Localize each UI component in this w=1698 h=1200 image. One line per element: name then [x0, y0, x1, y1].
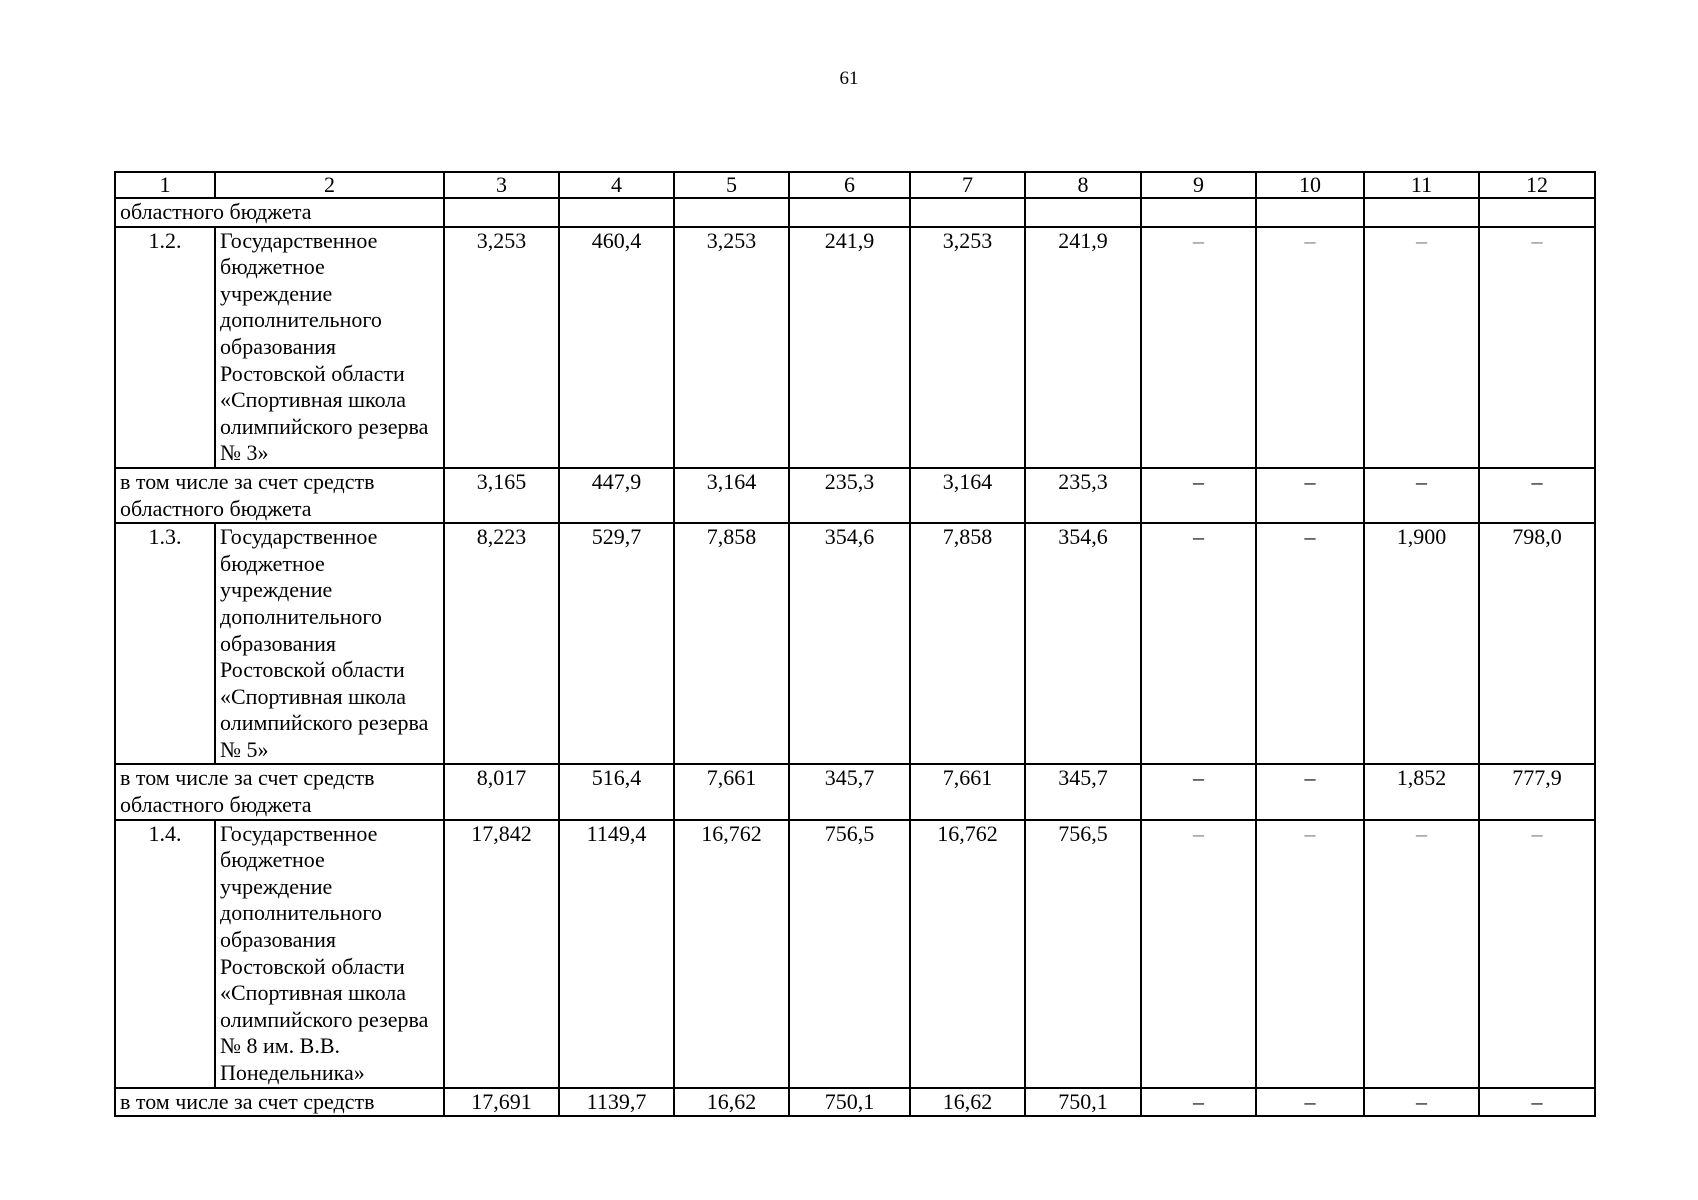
empty-cell	[1025, 198, 1141, 227]
value-cell: –	[1256, 227, 1364, 468]
value-cell: 447,9	[559, 468, 674, 523]
value-cell: –	[1364, 227, 1479, 468]
value-cell: 16,762	[674, 820, 789, 1088]
empty-cell	[789, 198, 910, 227]
value-cell: 7,661	[674, 764, 789, 819]
row-index: 1.2.	[115, 227, 215, 468]
empty-cell	[444, 198, 559, 227]
column-number: 10	[1256, 172, 1364, 198]
value-cell: 3,253	[444, 227, 559, 468]
institution-name: Государственное бюджетное учреждение дополнительного образования Ростовской области «Спортивная школа олимпийского резерва № 8 им. В.В. Понедельника»	[215, 820, 444, 1088]
continuation-row	[115, 198, 1595, 227]
value-cell: 756,5	[789, 820, 910, 1088]
column-number: 1	[115, 172, 215, 198]
value-cell: 3,164	[674, 468, 789, 523]
column-number: 9	[1141, 172, 1256, 198]
value-cell: –	[1256, 1088, 1364, 1117]
value-cell: 460,4	[559, 227, 674, 468]
value-cell: –	[1479, 820, 1595, 1088]
page-number: 61	[839, 68, 859, 89]
value-cell: 17,691	[444, 1088, 559, 1117]
value-cell: 235,3	[789, 468, 910, 523]
value-cell: 750,1	[1025, 1088, 1141, 1117]
empty-cell	[1364, 198, 1479, 227]
value-cell: –	[1141, 764, 1256, 819]
continuation-label: областного бюджета	[115, 198, 444, 227]
value-cell: 1,900	[1364, 523, 1479, 764]
value-cell: 235,3	[1025, 468, 1141, 523]
column-number: 6	[789, 172, 910, 198]
value-cell: 345,7	[1025, 764, 1141, 819]
subtotal-row	[115, 468, 1595, 523]
value-cell: –	[1141, 468, 1256, 523]
institution-name: Государственное бюджетное учреждение дополнительного образования Ростовской области «Спортивная школа олимпийского резерва № 3»	[215, 227, 444, 468]
column-number: 11	[1364, 172, 1479, 198]
row-index: 1.3.	[115, 523, 215, 764]
value-cell: 16,62	[674, 1088, 789, 1117]
value-cell: 3,253	[910, 227, 1025, 468]
empty-cell	[1479, 198, 1595, 227]
subtotal-label: в том числе за счет средств областного бюджета	[115, 468, 444, 523]
column-number: 12	[1479, 172, 1595, 198]
budget-table	[114, 171, 1596, 1117]
value-cell: –	[1256, 820, 1364, 1088]
value-cell: –	[1364, 1088, 1479, 1117]
empty-cell	[1256, 198, 1364, 227]
value-cell: 7,858	[910, 523, 1025, 764]
empty-cell	[910, 198, 1025, 227]
row-index: 1.4.	[115, 820, 215, 1088]
value-cell: 3,164	[910, 468, 1025, 523]
value-cell: 7,661	[910, 764, 1025, 819]
value-cell: 8,017	[444, 764, 559, 819]
value-cell: 750,1	[789, 1088, 910, 1117]
value-cell: 17,842	[444, 820, 559, 1088]
value-cell: 16,62	[910, 1088, 1025, 1117]
table-row	[115, 523, 1595, 764]
value-cell: 241,9	[789, 227, 910, 468]
column-number: 7	[910, 172, 1025, 198]
subtotal-row	[115, 1088, 1595, 1117]
table-row	[115, 820, 1595, 1088]
value-cell: 756,5	[1025, 820, 1141, 1088]
value-cell: 3,165	[444, 468, 559, 523]
value-cell: 354,6	[789, 523, 910, 764]
value-cell: –	[1479, 468, 1595, 523]
value-cell: 1,852	[1364, 764, 1479, 819]
value-cell: 16,762	[910, 820, 1025, 1088]
institution-name: Государственное бюджетное учреждение дополнительного образования Ростовской области «Спортивная школа олимпийского резерва № 5»	[215, 523, 444, 764]
value-cell: 1149,4	[559, 820, 674, 1088]
value-cell: –	[1141, 227, 1256, 468]
subtotal-label: в том числе за счет средств	[115, 1088, 444, 1117]
value-cell: 345,7	[789, 764, 910, 819]
value-cell: –	[1364, 468, 1479, 523]
value-cell: –	[1256, 523, 1364, 764]
column-number-row	[115, 172, 1595, 198]
value-cell: 8,223	[444, 523, 559, 764]
value-cell: –	[1141, 1088, 1256, 1117]
value-cell: 1139,7	[559, 1088, 674, 1117]
table-row	[115, 227, 1595, 468]
value-cell: –	[1141, 820, 1256, 1088]
column-number: 5	[674, 172, 789, 198]
empty-cell	[674, 198, 789, 227]
empty-cell	[559, 198, 674, 227]
value-cell: 241,9	[1025, 227, 1141, 468]
column-number: 4	[559, 172, 674, 198]
value-cell: –	[1479, 227, 1595, 468]
value-cell: 354,6	[1025, 523, 1141, 764]
value-cell: –	[1256, 764, 1364, 819]
value-cell: –	[1256, 468, 1364, 523]
value-cell: 777,9	[1479, 764, 1595, 819]
value-cell: 7,858	[674, 523, 789, 764]
column-number: 3	[444, 172, 559, 198]
subtotal-label: в том числе за счет средств областного бюджета	[115, 764, 444, 819]
column-number: 8	[1025, 172, 1141, 198]
value-cell: 529,7	[559, 523, 674, 764]
empty-cell	[1141, 198, 1256, 227]
value-cell: –	[1479, 1088, 1595, 1117]
column-number: 2	[215, 172, 444, 198]
value-cell: –	[1141, 523, 1256, 764]
value-cell: 516,4	[559, 764, 674, 819]
value-cell: –	[1364, 820, 1479, 1088]
subtotal-row	[115, 764, 1595, 819]
value-cell: 798,0	[1479, 523, 1595, 764]
value-cell: 3,253	[674, 227, 789, 468]
